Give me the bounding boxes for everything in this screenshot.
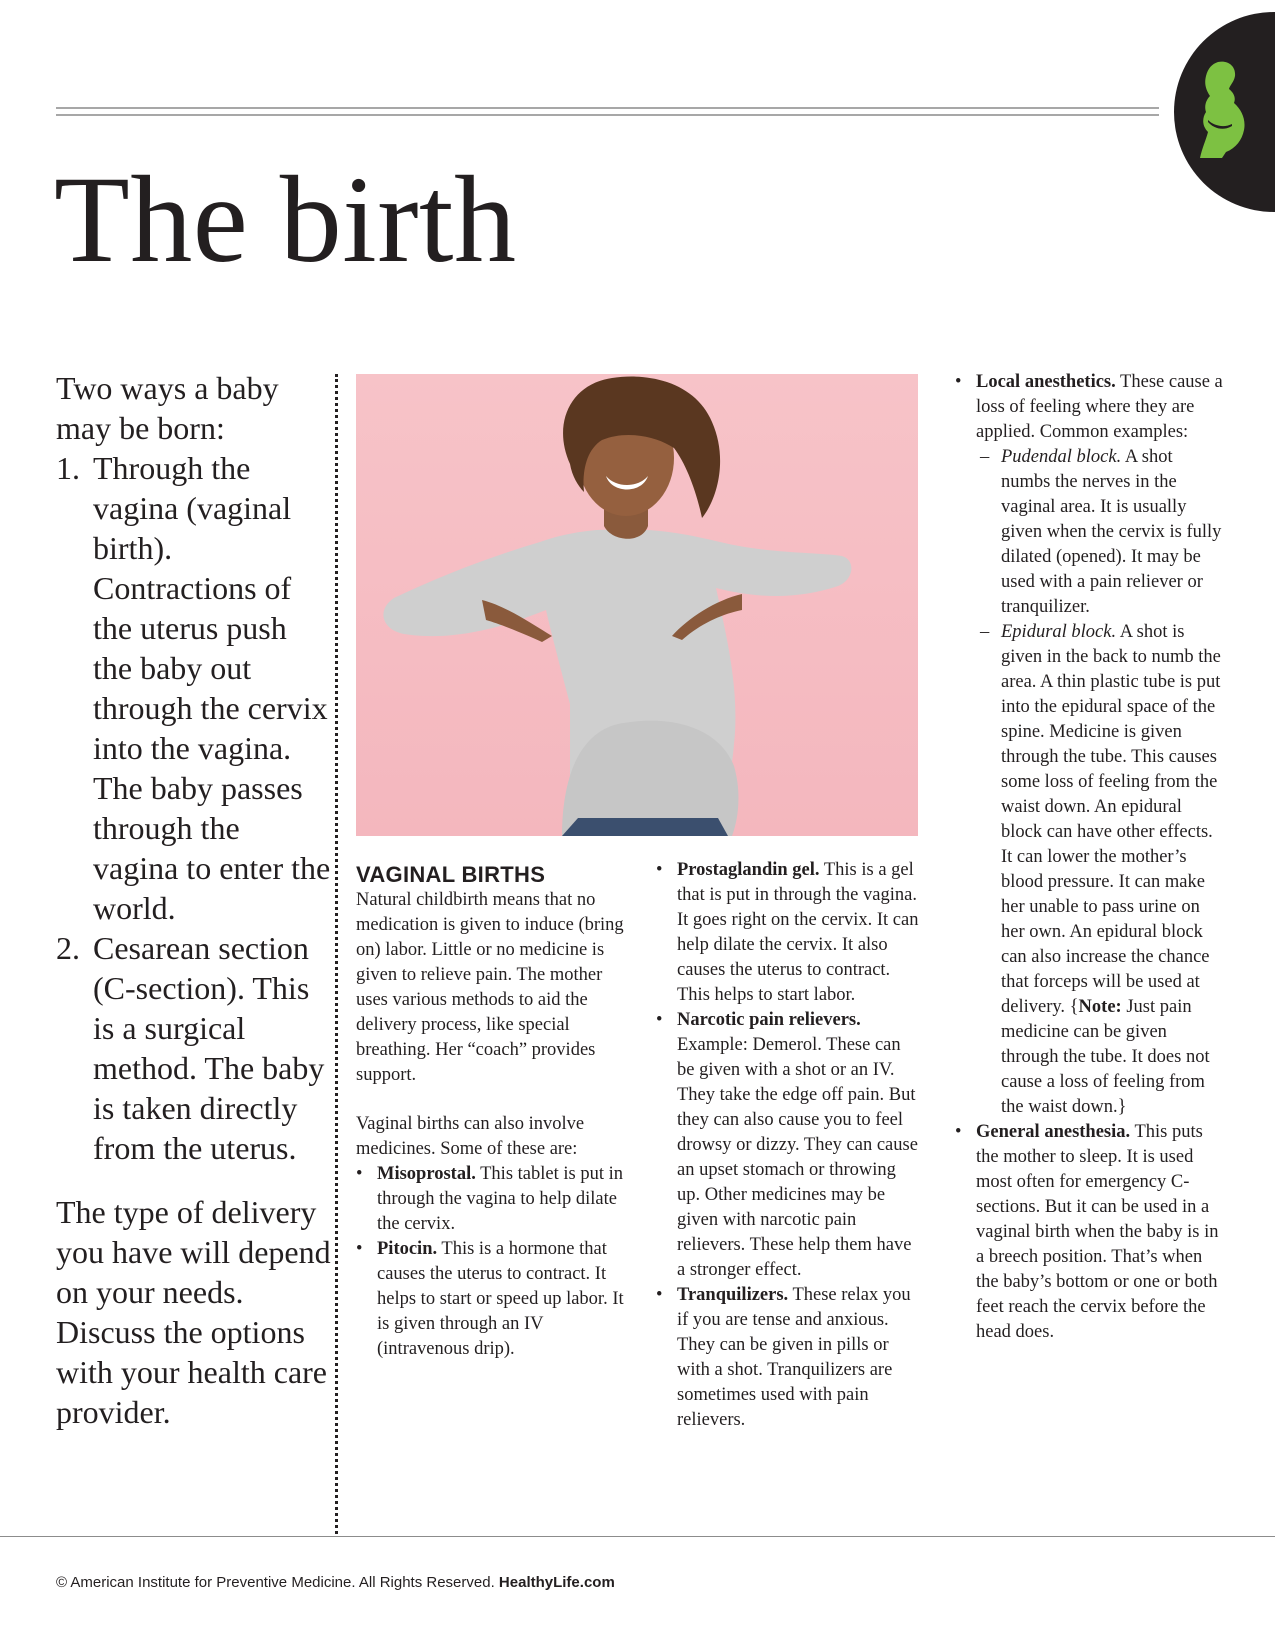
- list-number: 1.: [56, 450, 80, 486]
- bullet-icon: •: [356, 1239, 363, 1259]
- header-double-rule: [56, 107, 1159, 116]
- page-title: The birth: [54, 151, 517, 288]
- list-item: [356, 1237, 626, 1362]
- list-item: [976, 620, 1225, 1120]
- footer: [56, 1574, 615, 1591]
- dotted-divider: [335, 374, 338, 1534]
- med-text: These cause a loss of feeling where they are applied. Common examples:: [976, 372, 1223, 442]
- list-item: [955, 1120, 1225, 1345]
- dash-icon: –: [980, 622, 990, 642]
- site-link[interactable]: HealthyLife.com: [498, 1574, 615, 1591]
- list-item: [656, 858, 921, 1008]
- anesthesia-column: [955, 370, 1225, 1345]
- intro-column: [56, 368, 331, 1432]
- list-item: [356, 1162, 626, 1237]
- med-term: General anesthesia.: [976, 1122, 1131, 1142]
- bullet-icon: •: [656, 860, 663, 880]
- med-term: Narcotic pain relievers.: [677, 1010, 861, 1030]
- med-text: Example: Demerol. These can be given with a shot or an IV. They take the edge off pain. But they can also cause you to feel drowsy or dizzy. They can cause an upset stomach or throwing up. Other medicines may be given with narcotic pain relievers. These help them have a stronger effect.: [677, 1035, 918, 1280]
- anesthetic-examples-list: [955, 445, 1225, 1120]
- block-term: Pudendal block.: [1001, 447, 1122, 467]
- medicines-intro-paragraph: Vaginal births can also involve medicines. Some of these are:: [356, 1114, 585, 1159]
- med-term: Prostaglandin gel.: [677, 860, 820, 880]
- block-text: A shot numbs the nerves in the vaginal area. It is usually given when the cervix is fully dilated (opened). It may be used with a pain reliever or tranquilizer.: [1001, 447, 1222, 617]
- birth-ways-list: [56, 448, 331, 1168]
- list-item: [656, 1008, 921, 1283]
- med-text: This is a gel that is put in through the vagina. It goes right on the cervix. It can help dilate the cervix. It also causes the uterus to contract. This helps to start labor.: [677, 860, 919, 1005]
- photo-illustration: [356, 374, 918, 836]
- list-item: [56, 448, 331, 928]
- copyright-text: © American Institute for Preventive Medicine. All Rights Reserved.: [56, 1574, 499, 1591]
- med-text: This puts the mother to sleep. It is used most often for emergency C-sections. But it can be used in a vaginal birth when the baby is in a breech position. That’s when the baby’s bottom or one or both feet reach the cervix before the head does.: [976, 1122, 1219, 1342]
- bullet-icon: •: [656, 1010, 663, 1030]
- list-text: Through the vagina (vaginal birth). Contractions of the uterus push the baby out through the cervix into the vagina. The baby passes through the vagina to enter the world.: [93, 450, 331, 926]
- note-label: Note:: [1078, 997, 1122, 1017]
- intro-outro: The type of delivery you have will depend on your needs. Discuss the options with your health care provider.: [56, 1194, 331, 1430]
- pregnant-woman-icon: [1196, 60, 1248, 160]
- natural-childbirth-paragraph: Natural childbirth means that no medication is given to induce (bring on) labor. Little or no medicine is given to relieve pain. The mother uses various methods to aid the delivery process, like special breathing. Her “coach” provides support.: [356, 890, 624, 1085]
- list-text: Cesarean section (C-section). This is a surgical method. The baby is taken directly from the uterus.: [93, 930, 325, 1166]
- pregnant-woman-photo: [356, 374, 918, 836]
- dash-icon: –: [980, 447, 990, 467]
- section-heading: VAGINAL BIRTHS: [356, 862, 546, 887]
- med-text: These relax you if you are tense and anxious. They can be given in pills or with a shot. Tranquilizers are sometimes used with pain relievers.: [677, 1285, 911, 1430]
- med-term: Local anesthetics.: [976, 372, 1116, 392]
- footer-rule: [0, 1536, 1275, 1537]
- block-term: Epidural block.: [1001, 622, 1117, 642]
- list-item: [976, 445, 1225, 620]
- section-badge: [1174, 12, 1275, 212]
- list-number: 2.: [56, 930, 80, 966]
- block-text: A shot is given in the back to numb the area. A thin plastic tube is put into the epidural space of the spine. Medicine is given through the tube. This causes some loss of feeling from the waist down. An epidural block can have other effects. It can lower the mother’s blood pressure. It can make her unable to pass urine on her own. An epidural block can also increase the chance that forceps will be used at delivery. {: [1001, 622, 1221, 1017]
- bullet-icon: •: [656, 1285, 663, 1305]
- list-item: [56, 928, 331, 1168]
- med-text: This is a hormone that causes the uterus to contract. It helps to start or speed up labor. It is given through an IV (intravenous drip).: [377, 1239, 624, 1359]
- note-text: Just pain medicine can be given through the tube. It does not cause a loss of feeling from the waist down.}: [1001, 997, 1210, 1117]
- bullet-icon: •: [955, 1122, 962, 1142]
- vaginal-births-column: [356, 862, 626, 1362]
- intro-lead: Two ways a baby may be born:: [56, 370, 279, 446]
- list-item: [955, 370, 1225, 445]
- list-item: [656, 1283, 921, 1433]
- medicines-column: [656, 858, 921, 1433]
- med-text: This tablet is put in through the vagina to help dilate the cervix.: [377, 1164, 623, 1234]
- bullet-icon: •: [955, 372, 962, 392]
- med-term: Tranquilizers.: [677, 1285, 789, 1305]
- med-term: Misoprostal.: [377, 1164, 476, 1184]
- bullet-icon: •: [356, 1164, 363, 1184]
- med-term: Pitocin.: [377, 1239, 438, 1259]
